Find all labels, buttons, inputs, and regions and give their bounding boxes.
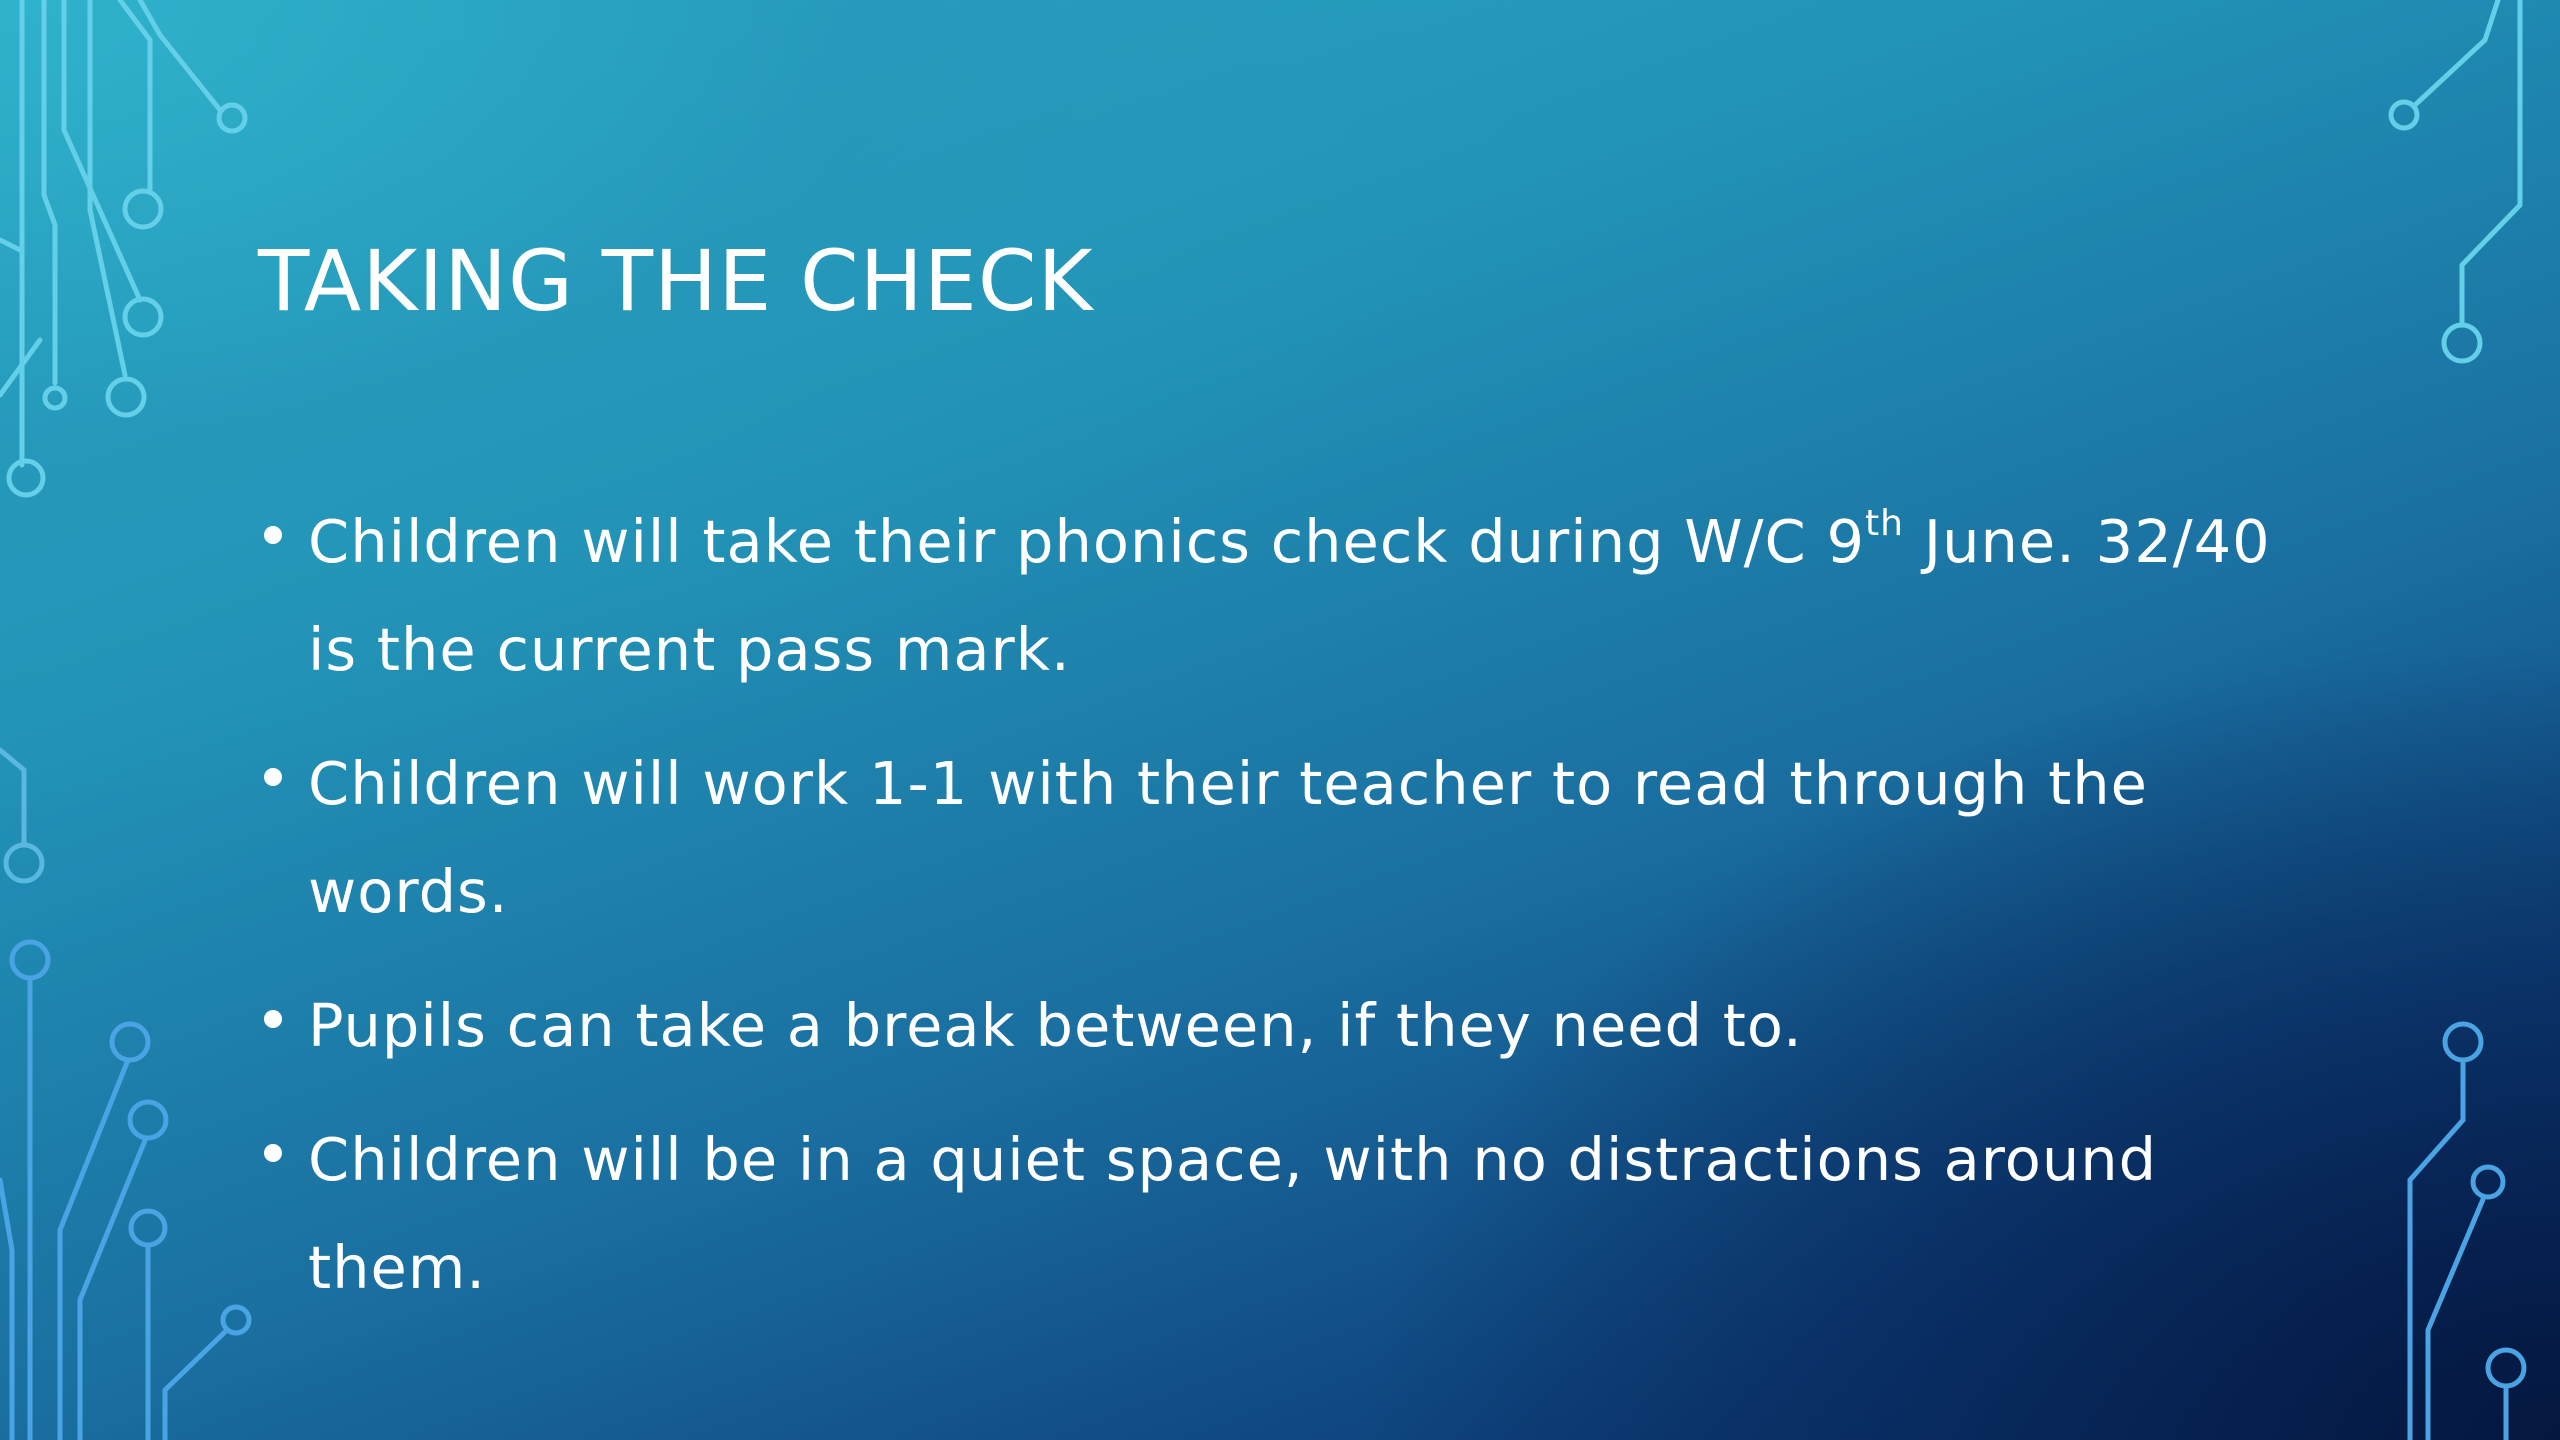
bullet-item — [258, 972, 2338, 1080]
bullet-item — [258, 730, 2338, 946]
circuit-bottom-right — [2410, 1024, 2524, 1440]
circuit-bottom-left — [0, 942, 249, 1440]
bullet-item — [258, 1106, 2338, 1322]
slide-title: TAKING THE CHECK — [258, 232, 1094, 330]
circuit-top-right — [2391, 0, 2520, 361]
circuit-mid-left — [0, 750, 42, 881]
bullet-dot-icon — [264, 1144, 282, 1162]
bullet-list — [258, 488, 2338, 1348]
bullet-item — [258, 488, 2338, 704]
bullet-text: Pupils can take a break between, if they need to. — [308, 991, 1803, 1060]
bullet-dot-icon — [264, 1010, 282, 1028]
circuit-top-left — [0, 0, 245, 495]
bullet-dot-icon — [264, 526, 282, 544]
bullet-text: Children will be in a quiet space, with no distractions around them. — [308, 1125, 2158, 1302]
bullet-text-continued: June. 32/40 is the current pass mark. — [308, 507, 2271, 684]
bullet-dot-icon — [264, 768, 282, 786]
ordinal-suffix: th — [1865, 503, 1904, 545]
bullet-text: Children will take their phonics check during W/C 9 — [308, 507, 1865, 576]
bullet-text: Children will work 1-1 with their teacher to read through the words. — [308, 749, 2148, 926]
